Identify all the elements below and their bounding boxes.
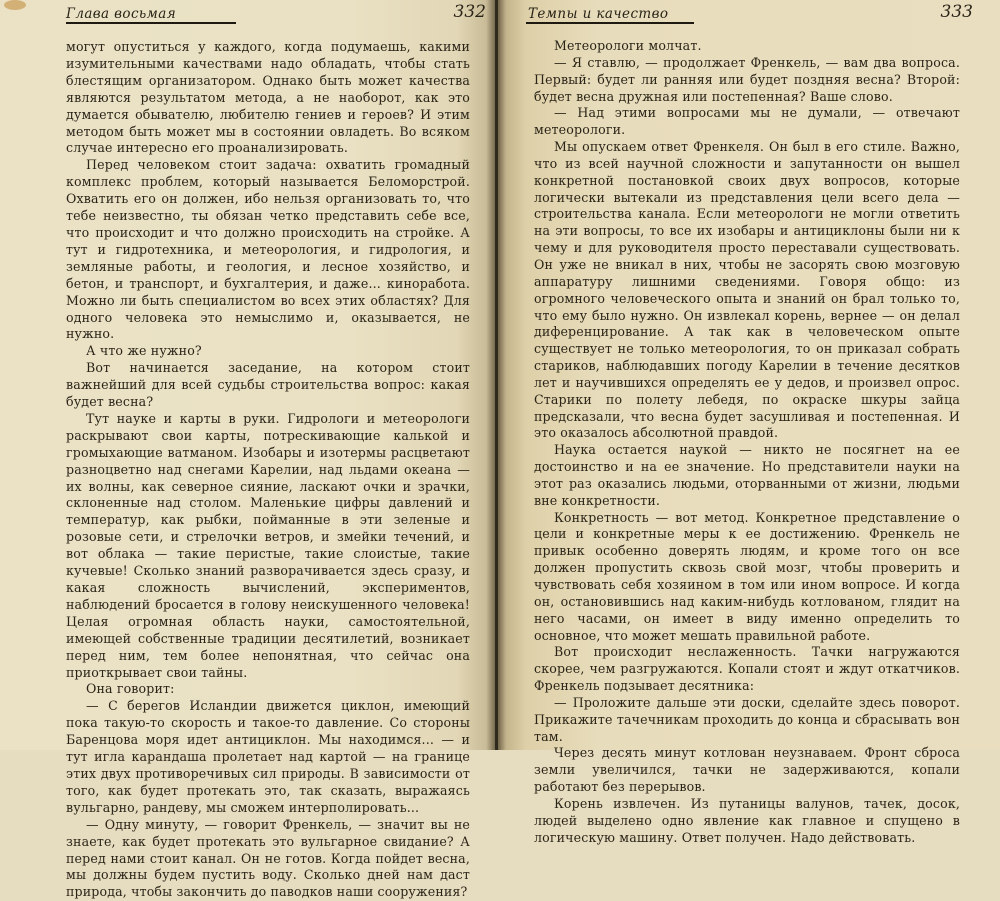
left-page-body <box>66 39 470 901</box>
paragraph: А что же нужно? <box>86 343 202 359</box>
paragraph: — Над этими вопросами мы не думали, — отвечают метеорологи. <box>534 105 960 138</box>
paragraph: Наука остается наукой — никто не посягнет на ее достоинство и на ее значение. Но представители науки на этот раз оказались людьми, оторванными от жизни, людьми вне конкретности. <box>534 442 960 508</box>
paragraph: Метеорологи молчат. <box>554 38 702 53</box>
paragraph: Конкретность — вот метод. Конкретное представление о цели и конкретные меры к ее достижению. Френкель не привык особенно доверять людям, и кроме того он все должен пропустить сквозь свой мозг, чтобы проверить и чувствовать себя хозяином в том или ином вопросе. И когда он, остановившись над каким-нибудь котлованом, глядит на него часами, он имеет в виду именно определить то основное, что может мешать правильной работе. <box>534 509 960 643</box>
paragraph: Перед человеком стоит задача: охватить громадный комплекс проблем, который называется Беломорстрой. Охватить его он должен, ибо нельзя организовать то, что тебе неизвестно, ты обязан четко представить себе все, что происходит и что должно происходить на стройке. А тут и гидротехника, и метеорология, и гидрология, и земляные работы, и геология, и лесное хозяйство, и бетон, и транспорт, и бухгалтерия, и даже... киноработа. Можно ли быть специалистом во всех этих областях? Для одного человека это немыслимо и, оказывается, не нужно. <box>66 157 470 342</box>
paragraph: Корень извлечен. Из путаницы валунов, тачек, досок, людей выделено одно явление как главное и спущено в логическую машину. Ответ получен. Надо действовать. <box>534 795 960 845</box>
paragraph: — Проложите дальше эти доски, сделайте здесь поворот. Прикажите тачечникам проходить до конца и сбрасывать вон там. <box>534 694 960 744</box>
book-gutter <box>495 0 498 750</box>
paragraph: Вот начинается заседание, на котором стоит важнейший для всей судьбы строительства вопрос: какая будет весна? <box>66 360 470 410</box>
paragraph: могут опуститься у каждого, когда подумаешь, какими изумительными качествами надо обладать, чтобы стать блестящим организатором. Однако быть может качества являются результатом метода, а не наоборот, как это думается обывателю, любителю гениев и героев? И этим методом быть может мы в состоянии овладеть. Во всяком случае интересно его проанализировать. <box>66 39 470 156</box>
paragraph: Через десять минут котлован неузнаваем. Фронт сброса земли увеличился, тачки не задерживаются, копали работают без перерывов. <box>534 745 960 795</box>
running-title: Глава восьмая <box>66 6 177 22</box>
paragraph: Она говорит: <box>86 681 175 697</box>
page-number: 332 <box>453 2 486 22</box>
right-page-body <box>534 38 960 847</box>
header-rule <box>526 22 694 24</box>
left-page <box>0 0 496 900</box>
paragraph: Мы опускаем ответ Френкеля. Он был в его стиле. Важно, что из всей научной сложности и запутанности он вышел конкретной постановкой своих двух вопросов, которые логически вытекали из представления цели всего дела — строительства канала. Если метеорологи не могли ответить на эти вопросы, то все их изобары и антициклоны были ни к чему и для руководителя просто переставали существовать. Он уже не вникал в них, чтобы не засорять свою мозговую аппаратуру лишними сведениями. Говоря общо: из огромного человеческого опыта и знаний он брал только то, что ему было нужно. Он извлекал корень, вернее — он делал диференцирование. А так как в человеческом опыте существует не только метеорология, то он приказал собрать стариков, наблюдавших погоду Карелии в течение десятков лет и научившихся определять ее у дедов, и произвел опрос. Старики по полету лебедя, по окраске шкуры зайца предсказали, что весна будет засушливая и постепенная. И это оказалось абсолютной правдой. <box>534 139 960 441</box>
header-rule <box>66 22 236 24</box>
running-title: Темпы и качество <box>528 6 669 22</box>
paragraph: — Одну минуту, — говорит Френкель, — значит вы не знаете, как будет протекать это вульгарное свидание? А перед нами стоит канал. Он не готов. Когда пойдет весна, мы должны будем пустить воду. Сколько дней нам даст природа, чтобы закончить до паводков наши сооружения? <box>66 816 470 900</box>
page-number: 333 <box>940 2 973 22</box>
paragraph: Тут науке и карты в руки. Гидрологи и метеорологи раскрывают свои карты, потрескивающие калькой и громыхающие ватманом. Изобары и изотермы расцветают разноцветно над снегами Карелии, над льдами океана — их волны, как северное сияние, ласкают очки и зрачки, склоненные над столом. Маленькие цифры давлений и температур, как рыбки, пойманные в эти зеленые и розовые сети, и стрелочки ветров, и змейки течений, и вот облака — такие перистые, такие слоистые, такие кучевые! Сколько знаний разворачивается здесь сразу, и какая сложность вычислений, экспериментов, наблюдений бросается в голову неискушенного человека! Целая огромная область науки, самостоятельной, имеющей собственные традиции десятилетий, возникает перед ним, тем более непонятная, что сейчас она приоткрывает свои тайны. <box>66 410 470 680</box>
paragraph: — С берегов Исландии движется циклон, имеющий пока такую-то скорость и такое-то давление. Со стороны Баренцова моря идет антициклон. Мы находимся... — и тут игла карандаша пролетает над картой — на границе этих двух противоречивых сил природы. В зависимости от того, как будет протекать это, так сказать, выражаясь вульгарно, рандеву, мы сможем интерполировать... <box>66 698 470 815</box>
right-page <box>496 0 1000 845</box>
paragraph: Вот происходит неслаженность. Тачки нагружаются скорее, чем разгружаются. Копали стоят и ждут откатчиков. Френкель подзывает десятника: <box>534 644 960 694</box>
paper-stain <box>4 0 26 10</box>
paragraph: — Я ставлю, — продолжает Френкель, — вам два вопроса. Первый: будет ли ранняя или будет поздняя весна? Второй: будет весна дружная или постепенная? Ваше слово. <box>534 54 960 104</box>
